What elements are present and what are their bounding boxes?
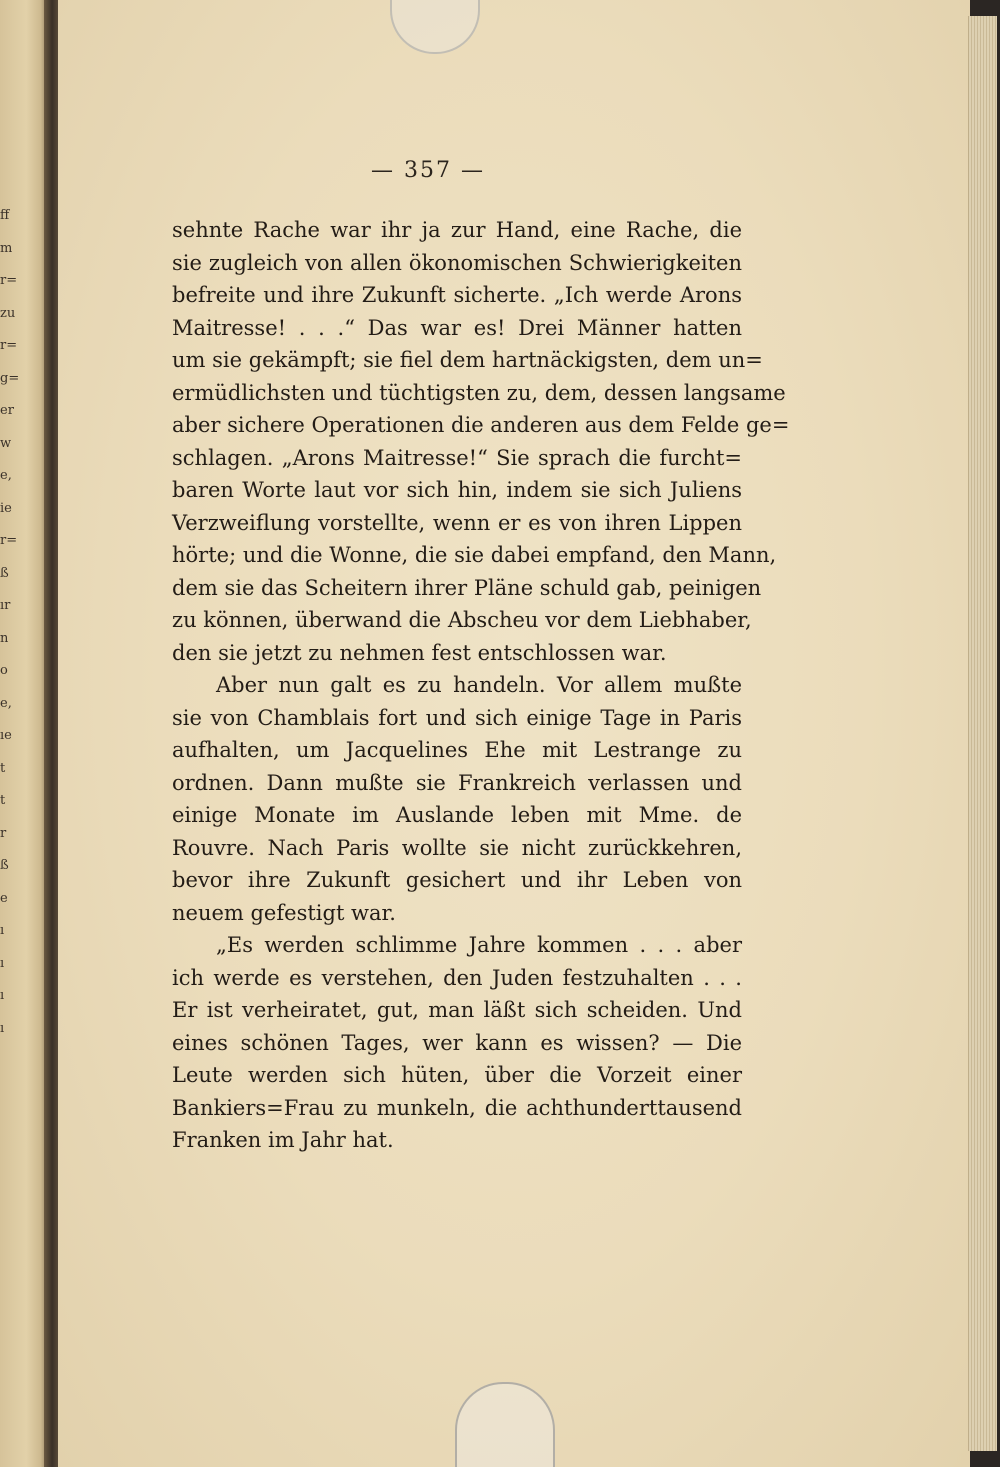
- text-line: den sie jetzt zu nehmen fest entschlossen war.: [172, 640, 667, 665]
- margin-fragment: g=: [0, 370, 20, 386]
- text-line: um sie gekämpft; sie fiel dem hartnäckigsten, dem un=: [172, 348, 763, 372]
- text-line: zu können, überwand die Abscheu vor dem Liebhaber,: [172, 608, 752, 632]
- text-line: schlagen. „Arons Maitresse!“ Sie sprach die furcht=: [172, 445, 742, 470]
- margin-fragment: r: [0, 825, 7, 841]
- text-line: ermüdlichsten und tüchtigsten zu, dem, dessen langsame: [172, 380, 786, 405]
- margin-fragment: m: [0, 240, 13, 256]
- margin-fragment: ıe: [0, 728, 12, 743]
- previous-page-edge: [0, 0, 48, 1467]
- text-line: „Es werden schlimme Jahre kommen . . . aber: [216, 933, 742, 957]
- page-number: — 357 —: [371, 158, 485, 183]
- margin-fragment: t: [0, 760, 6, 776]
- text-line: Aber nun galt es zu handeln. Vor allem mußte: [216, 673, 742, 697]
- margin-fragment: ı: [0, 955, 5, 971]
- margin-fragment: ie: [0, 500, 12, 516]
- text-line: sie von Chamblais fort und sich einige Tage in Paris: [172, 705, 742, 730]
- text-line: Er ist verheiratet, gut, man läßt sich scheiden. Und: [172, 998, 742, 1022]
- text-line: Rouvre. Nach Paris wollte sie nicht zurückkehren,: [172, 835, 742, 860]
- text-line: sehnte Rache war ihr ja zur Hand, eine Rache, die: [172, 218, 742, 242]
- margin-fragment: er: [0, 403, 14, 418]
- margin-fragment: ß: [0, 858, 9, 873]
- text-line: Leute werden sich hüten, über die Vorzeit einer: [172, 1063, 742, 1087]
- page-edges: [968, 16, 997, 1451]
- margin-fragment: r=: [0, 338, 18, 353]
- bottom-clip: [455, 1382, 555, 1467]
- page-body-text: [172, 214, 790, 1157]
- margin-fragment: ı: [0, 923, 5, 938]
- margin-fragment: zu: [0, 305, 16, 321]
- margin-fragment: e,: [0, 468, 12, 483]
- text-line: aufhalten, um Jacquelines Ehe mit Lestrange zu: [172, 738, 742, 762]
- margin-fragment: o: [0, 663, 8, 678]
- text-line: Bankiers=Frau zu munkeln, die achthunderttausend: [172, 1095, 742, 1120]
- text-line: dem sie das Scheitern ihrer Pläne schuld gab, peinigen: [172, 575, 762, 600]
- previous-page-text-fragments: [0, 200, 20, 1045]
- text-line: befreite und ihre Zukunft sicherte. „Ich werde Arons: [172, 283, 742, 307]
- margin-fragment: ß: [0, 565, 9, 581]
- text-line: hörte; und die Wonne, die sie dabei empfand, den Mann,: [172, 543, 777, 567]
- text-line: neuem gefestigt war.: [172, 900, 396, 925]
- margin-fragment: ı: [0, 988, 5, 1003]
- text-line: aber sichere Operationen die anderen aus dem Felde ge=: [172, 413, 790, 437]
- text-line: baren Worte laut vor sich hin, indem sie sich Juliens: [172, 478, 742, 502]
- text-line: sie zugleich von allen ökonomischen Schwierigkeiten: [172, 250, 742, 275]
- margin-fragment: w: [0, 435, 12, 451]
- margin-fragment: e: [0, 890, 8, 906]
- margin-fragment: ı: [0, 1020, 5, 1036]
- text-line: ordnen. Dann mußte sie Frankreich verlassen und: [172, 770, 742, 795]
- text-line: bevor ihre Zukunft gesichert und ihr Leben von: [172, 868, 742, 892]
- margin-fragment: ır: [0, 598, 11, 613]
- text-line: Maitresse! . . .“ Das war es! Drei Männer hatten: [172, 315, 742, 340]
- text-line: Verzweiflung vorstellte, wenn er es von ihren Lippen: [172, 510, 742, 535]
- margin-fragment: e,: [0, 695, 12, 711]
- margin-fragment: r=: [0, 533, 18, 548]
- text-line: ich werde es verstehen, den Juden festzuhalten . . .: [172, 965, 742, 990]
- text-line: einige Monate im Auslande leben mit Mme. de: [172, 803, 742, 827]
- margin-fragment: ff: [0, 208, 10, 223]
- text-line: eines schönen Tages, wer kann es wissen? — Die: [172, 1030, 742, 1055]
- margin-fragment: t: [0, 793, 6, 808]
- margin-fragment: r=: [0, 273, 18, 288]
- margin-fragment: n: [0, 630, 9, 646]
- text-line: Franken im Jahr hat.: [172, 1128, 394, 1152]
